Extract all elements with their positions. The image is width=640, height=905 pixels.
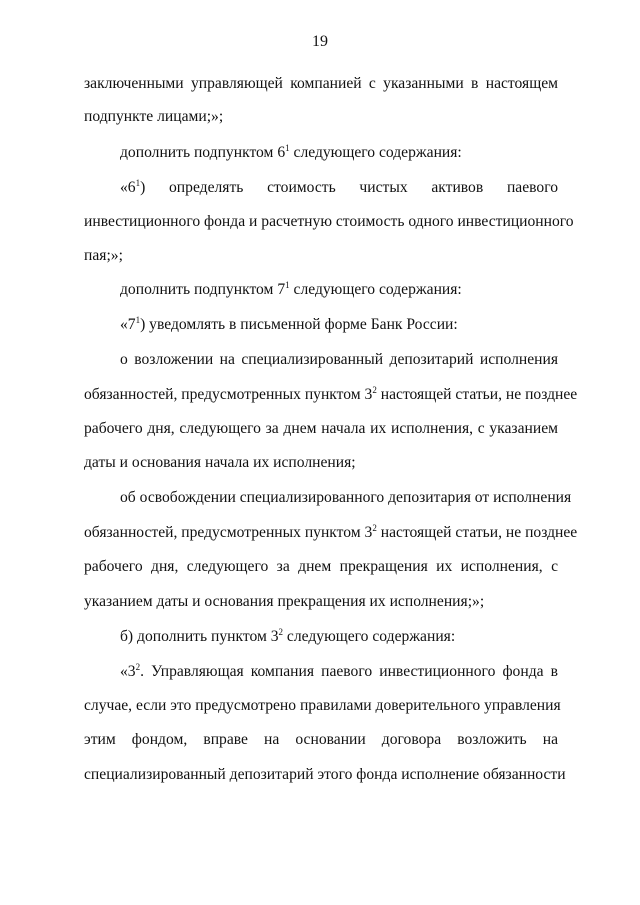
text-line xyxy=(120,280,558,300)
superscript: 1 xyxy=(135,178,141,188)
text-fragment: рабочего дня, следующего за днем начала их исполнения, с указанием xyxy=(84,420,558,437)
text-fragment: следующего содержания: xyxy=(289,144,462,161)
text-line xyxy=(84,696,561,716)
text-line xyxy=(84,419,558,439)
text-fragment: ) определять стоимость чистых активов паевого xyxy=(140,179,558,196)
text-line xyxy=(120,627,558,647)
text-line xyxy=(84,212,574,232)
text-fragment: ) уведомлять в письменной форме Банк России: xyxy=(140,316,458,333)
text-line xyxy=(84,523,578,543)
text-fragment: подпункте лицами;»; xyxy=(84,108,224,125)
superscript: 2 xyxy=(372,523,377,533)
superscript: 2 xyxy=(135,662,141,672)
superscript: 1 xyxy=(285,280,290,290)
text-fragment: указанием даты и основания прекращения их исполнения;»; xyxy=(84,593,485,610)
superscript: 1 xyxy=(135,315,141,325)
superscript: 2 xyxy=(372,385,377,395)
text-fragment: инвестиционного фонда и расчетную стоимость одного инвестиционного xyxy=(84,213,574,230)
text-fragment: обязанностей, предусмотренных пунктом 3 xyxy=(84,386,373,403)
superscript: 1 xyxy=(285,143,290,153)
text-fragment: даты и основания начала их исполнения; xyxy=(84,454,356,471)
text-line xyxy=(84,730,558,750)
text-fragment: следующего содержания: xyxy=(283,628,456,645)
text-line xyxy=(120,315,558,335)
text-line xyxy=(84,453,558,473)
text-line xyxy=(120,143,558,163)
text-line xyxy=(120,662,558,682)
text-fragment: специализированный депозитарий этого фонда исполнение обязанности xyxy=(84,766,566,783)
text-fragment: о возложении на специализированный депозитарий исполнения xyxy=(120,351,558,368)
text-fragment: случае, если это предусмотрено правилами доверительного управления xyxy=(84,697,561,714)
text-line xyxy=(84,74,558,94)
text-fragment: «7 xyxy=(120,316,136,333)
text-line xyxy=(120,488,572,508)
text-line xyxy=(120,350,558,370)
page-number: 19 xyxy=(312,33,328,50)
text-line xyxy=(84,385,578,405)
text-fragment: «6 xyxy=(120,179,136,196)
text-line xyxy=(120,178,558,198)
text-fragment: настоящей статьи, не позднее xyxy=(376,386,578,403)
text-fragment: рабочего дня, следующего за днем прекращения их исполнения, с xyxy=(84,558,558,575)
text-fragment: пая;»; xyxy=(84,247,123,264)
text-line xyxy=(84,246,558,266)
text-fragment: следующего содержания: xyxy=(289,281,462,298)
text-fragment: об освобождении специализированного депозитария от исполнения xyxy=(120,489,572,506)
text-fragment: обязанностей, предусмотренных пунктом 3 xyxy=(84,524,373,541)
text-fragment: б) дополнить пунктом 3 xyxy=(120,628,279,645)
text-line xyxy=(84,557,558,577)
text-fragment: дополнить подпунктом 7 xyxy=(120,281,286,298)
text-line xyxy=(84,107,558,127)
text-fragment: . Управляющая компания паевого инвестиционного фонда в xyxy=(140,663,558,680)
superscript: 2 xyxy=(278,627,284,637)
text-fragment: этим фондом, вправе на основании договора возложить на xyxy=(84,731,558,748)
text-line xyxy=(84,592,558,612)
text-fragment: дополнить подпунктом 6 xyxy=(120,144,286,161)
text-fragment: настоящей статьи, не позднее xyxy=(376,524,578,541)
text-line xyxy=(84,765,566,785)
text-fragment: заключенными управляющей компанией с указанными в настоящем xyxy=(84,75,558,92)
text-fragment: «3 xyxy=(120,663,136,680)
